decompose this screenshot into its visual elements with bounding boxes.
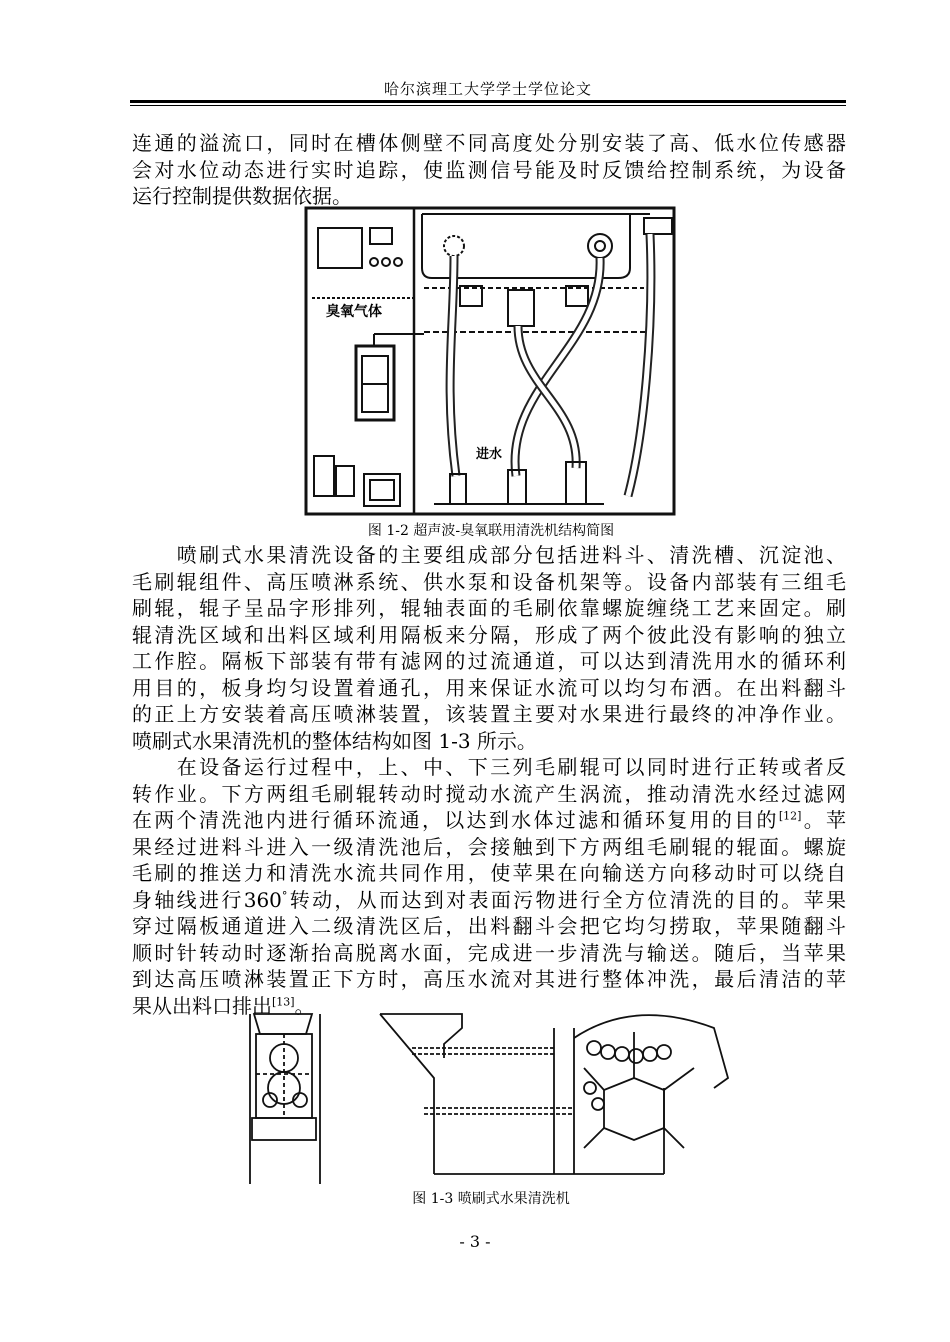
text-line: 用目的，板身均匀设置着通孔，用来保证水流可以均匀布洒。在出料翻斗 (132, 675, 846, 700)
text-line: 毛刷辊组件、高压喷淋系统、供水泵和设备机架等。设备内部装有三组毛 (132, 569, 846, 594)
text-line: 到达高压喷淋装置正下方时，高压水流对其进行整体冲洗，最后清洁的苹 (132, 967, 846, 991)
header-rule-thick (130, 100, 846, 103)
text-line: 工作腔。隔板下部装有带有滤网的过流通道，可以达到清洗用水的循环利 (132, 649, 846, 673)
figure-1-2-caption: 图 1-2 超声波-臭氧联用清洗机结构简图 (367, 523, 615, 539)
page-number: - 3 - (459, 1232, 491, 1251)
text-line: 果经过进料斗进入一级清洗池后，会接触到下方两组毛刷辊的辊面。螺旋 (132, 834, 846, 859)
text-line: 刷辊，辊子呈品字形排列，辊轴表面的毛刷依靠螺旋缠绕工艺来固定。刷 (132, 596, 846, 620)
text-line: 在两个清洗池内进行循环流通，以达到水体过滤和循环复用的目的[12]。苹 (132, 808, 847, 832)
running-header: 哈尔滨理工大学学士学位论文 (383, 80, 592, 98)
text-line: 的正上方安装着高压喷淋装置，该装置主要对水果进行最终的冲净作业。 (132, 702, 846, 726)
paragraph-1 (132, 130, 846, 210)
figure-1-2-ultrasonic-ozone-washer (304, 206, 678, 516)
text-line: 果从出料口排出[13]。 (132, 993, 315, 1018)
citation-13[interactable]: [13] (272, 994, 295, 1008)
text-line: 转作业。下方两组毛刷辊转动时搅动水流产生涡流，推动清洗水经过滤网 (132, 781, 846, 806)
paragraph-2 (132, 542, 846, 754)
degree-symbol: ° (281, 888, 288, 902)
figure-1-3-spray-brush-fruit-washer (244, 1008, 736, 1184)
text-line: 运行控制提供数据依据。 (132, 184, 352, 208)
text-line: 会对水位动态进行实时追踪，使监测信号能及时反馈给控制系统，为设备 (132, 157, 846, 182)
label-ozone-gas: 臭氧气体 (326, 304, 382, 320)
text-line: 连通的溢流口，同时在槽体侧壁不同高度处分别安装了高、低水位传感器 (132, 131, 846, 155)
header-rule-thin (130, 105, 846, 106)
text-line: 喷刷式水果清洗设备的主要组成部分包括进料斗、清洗槽、沉淀池、 (132, 543, 846, 567)
citation-12[interactable]: [12] (778, 809, 802, 823)
label-water-in: 进水 (476, 447, 503, 462)
text-line: 喷刷式水果清洗机的整体结构如图 1-3 所示。 (132, 728, 537, 753)
text-line: 穿过隔板通道进入二级清洗区后，出料翻斗会把它均匀捞取，苹果随翻斗 (132, 914, 846, 938)
text-line: 毛刷的推送力和清洗水流共同作用，使苹果在向输送方向移动时可以绕自 (132, 861, 846, 885)
text-line: 身轴线进行360°转动，从而达到对表面污物进行全方位清洗的目的。苹果 (132, 887, 846, 912)
text-line: 在设备运行过程中，上、中、下三列毛刷辊可以同时进行正转或者反 (132, 755, 846, 779)
paragraph-3 (132, 754, 846, 1019)
figure-1-3-caption: 图 1-3 喷刷式水果清洗机 (412, 1191, 570, 1207)
text-line: 辊清洗区域和出料区域利用隔板来分隔，形成了两个彼此没有影响的独立 (132, 622, 846, 647)
text-line: 顺时针转动时逐渐抬高脱离水面，完成进一步清洗与输送。随后，当苹果 (132, 940, 846, 965)
